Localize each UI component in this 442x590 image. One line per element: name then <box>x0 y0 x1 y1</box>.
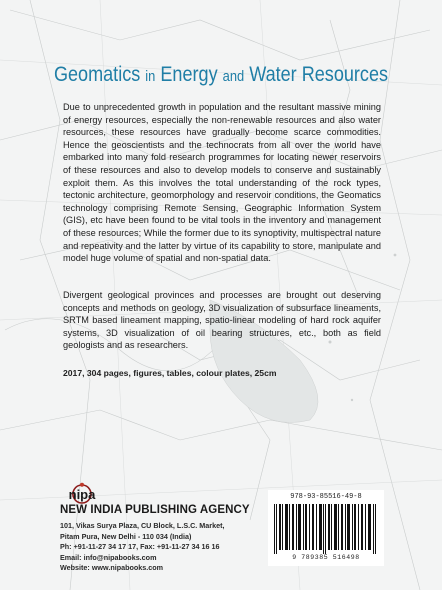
barcode-number: 9 789385 516498 <box>292 554 360 561</box>
phone-line: Ph: +91-11-27 34 17 17, Fax: +91-11-27 34 16 16 <box>60 542 220 552</box>
title-word-and: and <box>222 68 245 85</box>
isbn-barcode <box>268 490 384 566</box>
address-line: 101, Vikas Surya Plaza, CU Block, L.S.C. Market, <box>60 521 225 530</box>
nipa-logo <box>60 482 104 506</box>
publisher-address <box>60 521 224 574</box>
description-paragraph-2: Divergent geological provinces and processes are brought out deserving concepts and methods on geology, 3D visualization of subsurface lineaments, SRTM based lineament mapping, spatio-linear modeling of hard rock aquifer systems, 3D visualization of oil bearing structures, etc., both as field geologists and as researchers. <box>63 290 381 351</box>
website-line: Website: www.nipabooks.com <box>60 563 164 573</box>
title-word-in: in <box>145 68 156 85</box>
barcode-bars <box>272 504 380 554</box>
address-line: Pitam Pura, New Delhi - 110 034 (India) <box>60 531 192 541</box>
title-word-water-resources: Water Resources <box>249 63 389 86</box>
publisher-name: NEW INDIA PUBLISHING AGENCY <box>60 504 250 516</box>
book-details: 2017, 304 pages, figures, tables, colour plates, 25cm <box>63 368 277 378</box>
nipa-logo-text: nipa <box>68 487 96 502</box>
title-word-energy: Energy <box>160 63 218 86</box>
title-word-geomatics: Geomatics <box>53 63 141 86</box>
book-title <box>31 62 411 90</box>
email-line: Email: info@nipabooks.com <box>60 552 157 562</box>
description-paragraph-1: Due to unprecedented growth in population and the resultant massive mining of energy resources, especially the non-renewable resources and also water resources, these resources have gradually become scarce commodities. Hence the geoscientists and the technocrats from all over the world have embarked into many fold research programmes for locating newer reservoirs of these resources and also to develop models to conserve and sustainably exploit them. As this involves the total understanding of the rock types, tectonic architecture, geomorphology and reservoir conditions, the Geomatics technology comprising Remote Sensing, Geographic Information System (GIS), etc have been found to be vital tools in the inventory and management of these resources; While the former due to its synoptivity, multispectral nature and repeativity and the latter by virtue of its capability to store, manipulate and model huge volume of spatial and non-spatial data. <box>63 102 381 264</box>
isbn-text: 978-93-85516-49-8 <box>290 493 362 501</box>
